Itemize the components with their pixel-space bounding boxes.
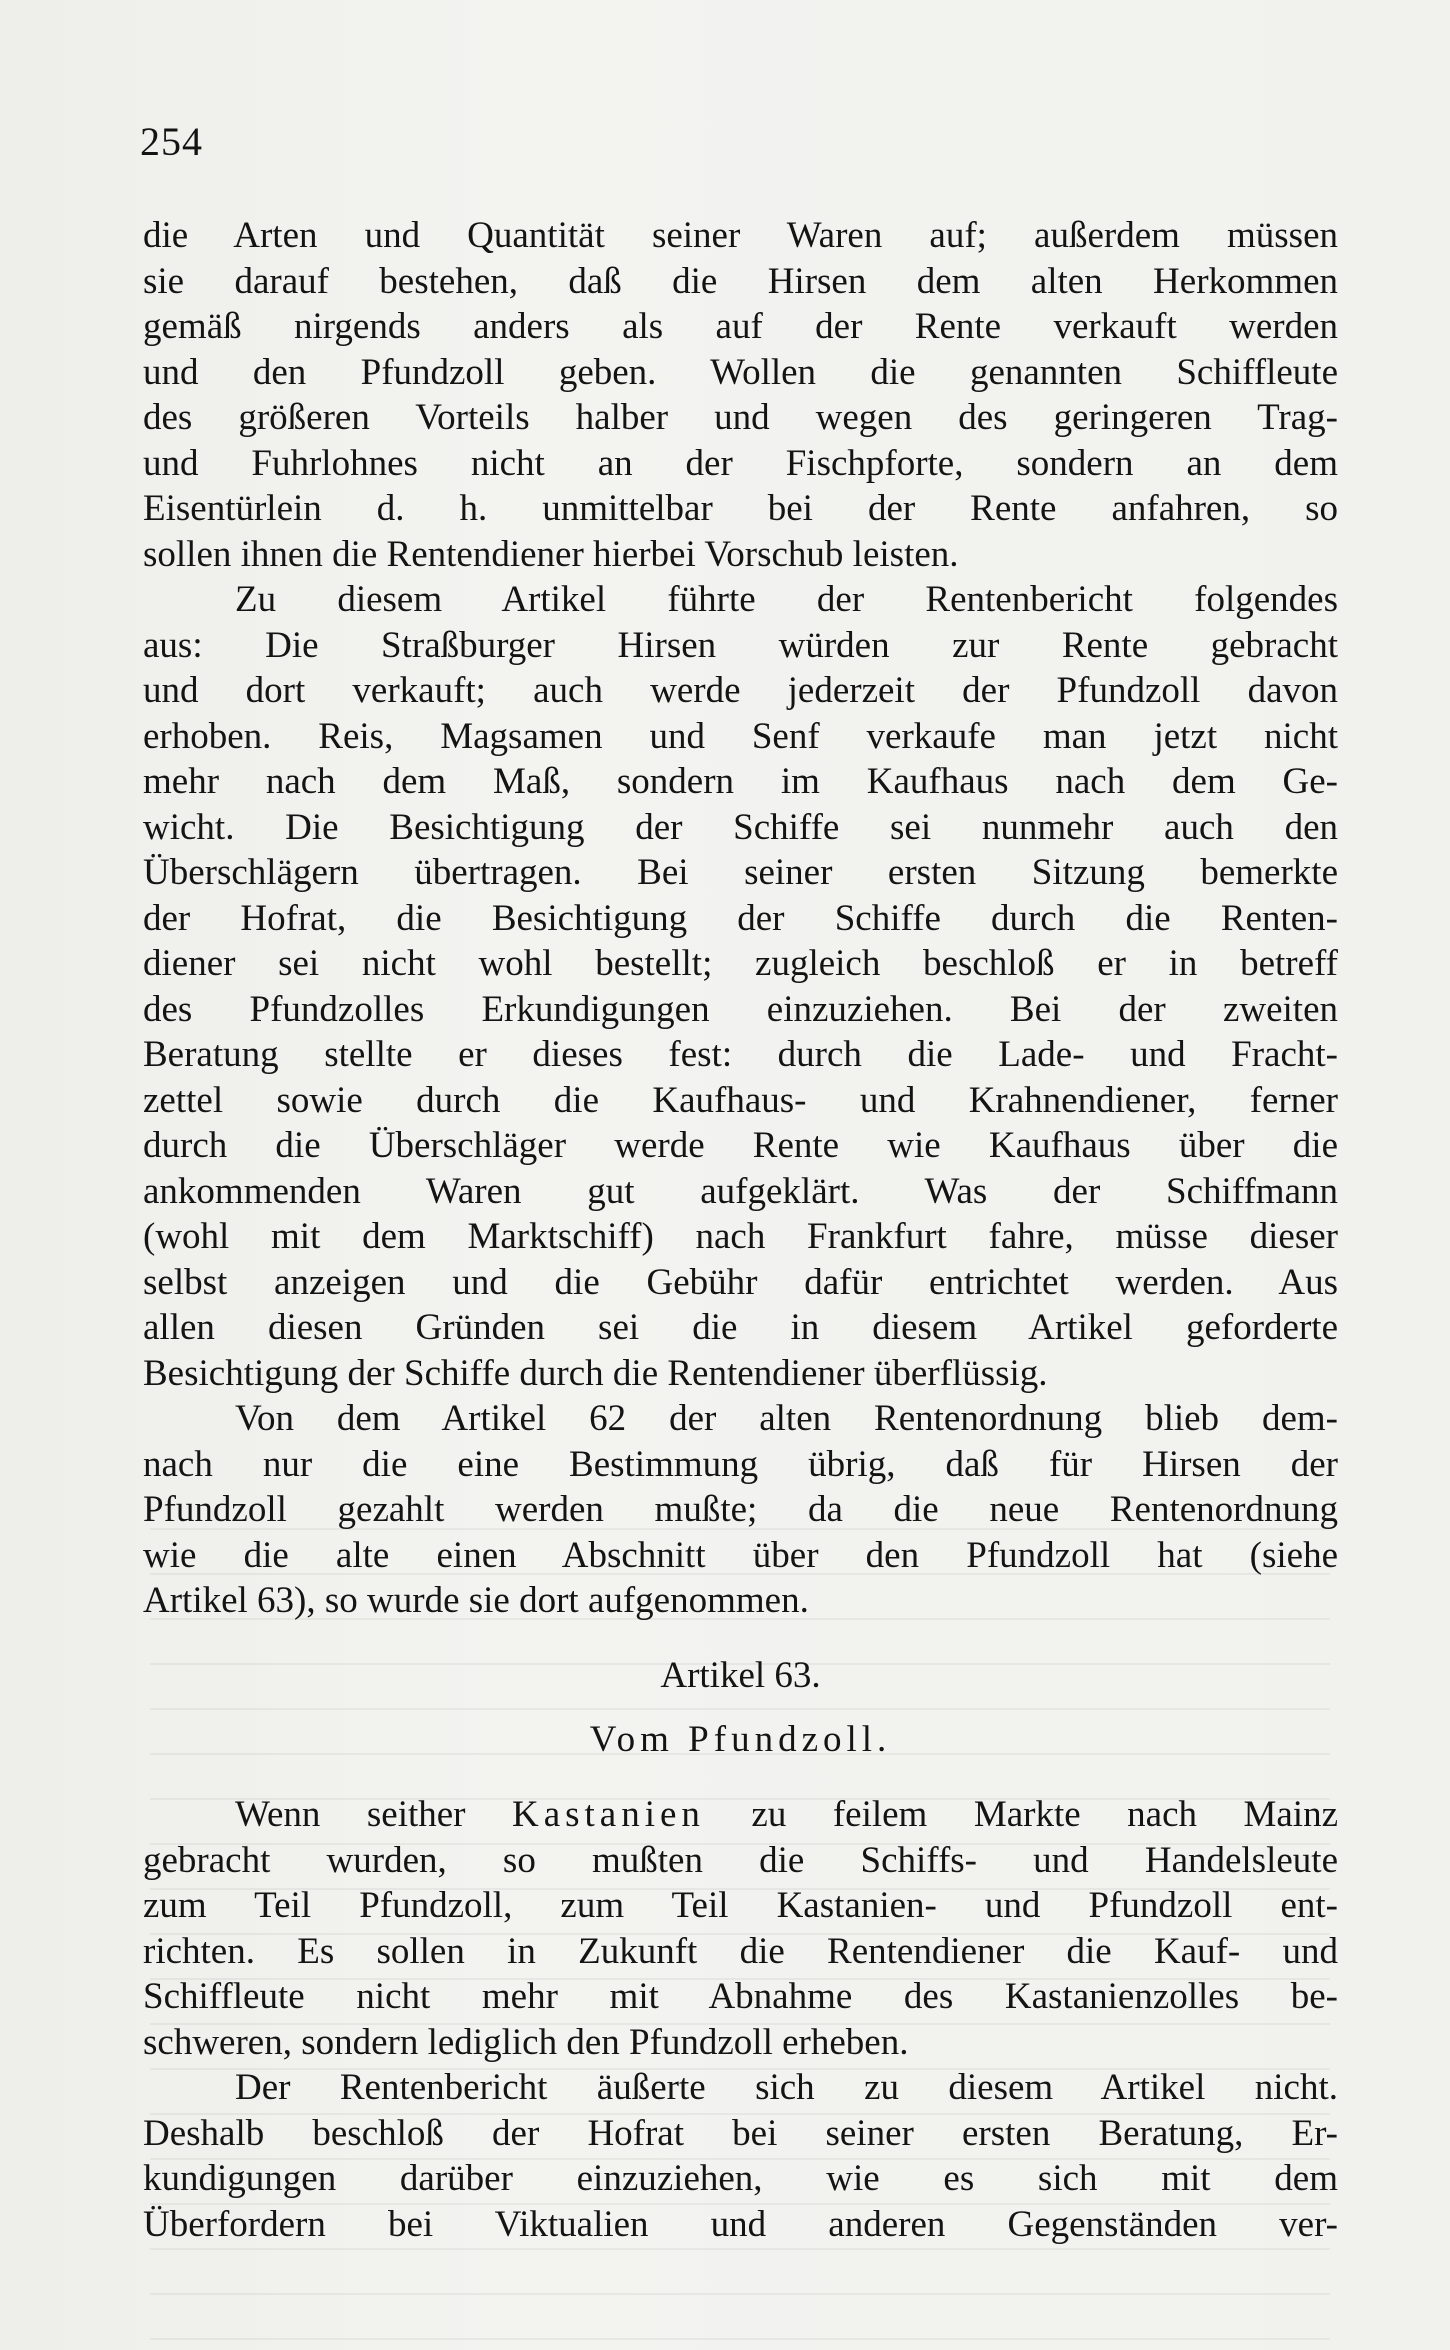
- text-line: des größeren Vorteils halber und wegen des geringeren Trag-: [143, 397, 1338, 438]
- text-line: Überschlägern übertragen. Bei seiner ersten Sitzung bemerkte: [143, 852, 1338, 893]
- text-line: kundigungen darüber einzuziehen, wie es sich mit dem: [143, 2158, 1338, 2199]
- text-line: und Fuhrlohnes nicht an der Fischpforte, sondern an dem: [143, 442, 1338, 484]
- text-line: Deshalb beschloß der Hofrat bei seiner ersten Beratung, Er-: [143, 2112, 1338, 2154]
- text-line: wie die alte einen Abschnitt über den Pfundzoll hat (siehe: [143, 1534, 1338, 1576]
- text-line: sie darauf bestehen, daß die Hirsen dem alten Herkommen: [143, 260, 1338, 302]
- page-number: 254: [140, 119, 203, 164]
- text-line: ankommenden Waren gut aufgeklärt. Was der Schiffmann: [143, 1170, 1338, 1212]
- text-run: Wenn seither: [235, 1794, 512, 1835]
- text-line: Von dem Artikel 62 der alten Rentenordnung blieb dem-: [235, 1398, 1338, 1439]
- paragraph-1: [143, 213, 1338, 577]
- text-line: schweren, sondern lediglich den Pfundzoll erheben.: [143, 2021, 909, 2063]
- paragraph-3: [143, 1396, 1338, 1624]
- text-line: Schiffleute nicht mehr mit Abnahme des Kastanienzolles be-: [143, 1976, 1338, 2017]
- text-line: diener sei nicht wohl bestellt; zugleich beschloß er in betreff: [143, 943, 1338, 984]
- text-line: allen diesen Gründen sei die in diesem Artikel geforderte: [143, 1307, 1338, 1348]
- text-line: und dort verkauft; auch werde jederzeit der Pfundzoll davon: [143, 670, 1338, 711]
- text-line: aus: Die Straßburger Hirsen würden zur Rente gebracht: [143, 624, 1338, 666]
- text-line: zettel sowie durch die Kaufhaus- und Krahnendiener, ferner: [143, 1079, 1338, 1121]
- text-line: der Hofrat, die Besichtigung der Schiffe durch die Renten-: [143, 897, 1338, 939]
- article-number-heading: Artikel 63.: [660, 1655, 821, 1696]
- text-line: (wohl mit dem Marktschiff) nach Frankfurt fahre, müsse dieser: [143, 1216, 1338, 1257]
- text-line: Besichtigung der Schiffe durch die Rentendiener überflüssig.: [143, 1352, 1048, 1394]
- text-line: gemäß nirgends anders als auf der Rente verkauft werden: [143, 306, 1338, 347]
- text-line: mehr nach dem Maß, sondern im Kaufhaus nach dem Ge-: [143, 761, 1338, 802]
- text-line: nach nur die eine Bestimmung übrig, daß für Hirsen der: [143, 1443, 1338, 1485]
- text-line: selbst anzeigen und die Gebühr dafür entrichtet werden. Aus: [143, 1261, 1338, 1303]
- text-line: richten. Es sollen in Zukunft die Rentendiener die Kauf- und: [143, 1930, 1338, 1972]
- text-line: Pfundzoll gezahlt werden mußte; da die neue Rentenordnung: [143, 1489, 1338, 1530]
- text-line: erhoben. Reis, Magsamen und Senf verkaufe man jetzt nicht: [143, 715, 1338, 757]
- text-run: zu feilem Markte nach Mainz: [704, 1794, 1338, 1835]
- text-line: die Arten und Quantität seiner Waren auf; außerdem müssen: [143, 215, 1338, 256]
- text-line: Artikel 63), so wurde sie dort aufgenommen.: [143, 1580, 809, 1621]
- text-line: des Pfundzolles Erkundigungen einzuziehen. Bei der zweiten: [143, 988, 1338, 1030]
- text-line: Zu diesem Artikel führte der Rentenbericht folgendes: [235, 579, 1338, 620]
- text-line: gebracht wurden, so mußten die Schiffs- und Handelsleute: [143, 1839, 1338, 1881]
- text-line: Beratung stellte er dieses fest: durch die Lade- und Fracht-: [143, 1034, 1338, 1075]
- text-line: durch die Überschläger werde Rente wie Kaufhaus über die: [143, 1125, 1338, 1166]
- text-line: Eisentürlein d. h. unmittelbar bei der Rente anfahren, so: [143, 488, 1338, 529]
- text-line: [143, 1792, 1338, 1838]
- text-line: zum Teil Pfundzoll, zum Teil Kastanien- und Pfundzoll ent-: [143, 1885, 1338, 1926]
- article-title-heading: Vom Pfundzoll.: [589, 1719, 892, 1760]
- paragraph-5: [143, 2065, 1338, 2247]
- text-line: Überfordern bei Viktualien und anderen Gegenständen ver-: [143, 2203, 1338, 2245]
- paragraph-4: [143, 1792, 1338, 2065]
- paragraph-2: [143, 577, 1338, 1396]
- text-line: wicht. Die Besichtigung der Schiffe sei nunmehr auch den: [143, 806, 1338, 848]
- text-line: und den Pfundzoll geben. Wollen die genannten Schiffleute: [143, 351, 1338, 393]
- text-line: sollen ihnen die Rentendiener hierbei Vorschub leisten.: [143, 533, 959, 575]
- emphasized-word: Kastanien: [511, 1794, 705, 1835]
- text-line: Der Rentenbericht äußerte sich zu diesem Artikel nicht.: [235, 2067, 1338, 2108]
